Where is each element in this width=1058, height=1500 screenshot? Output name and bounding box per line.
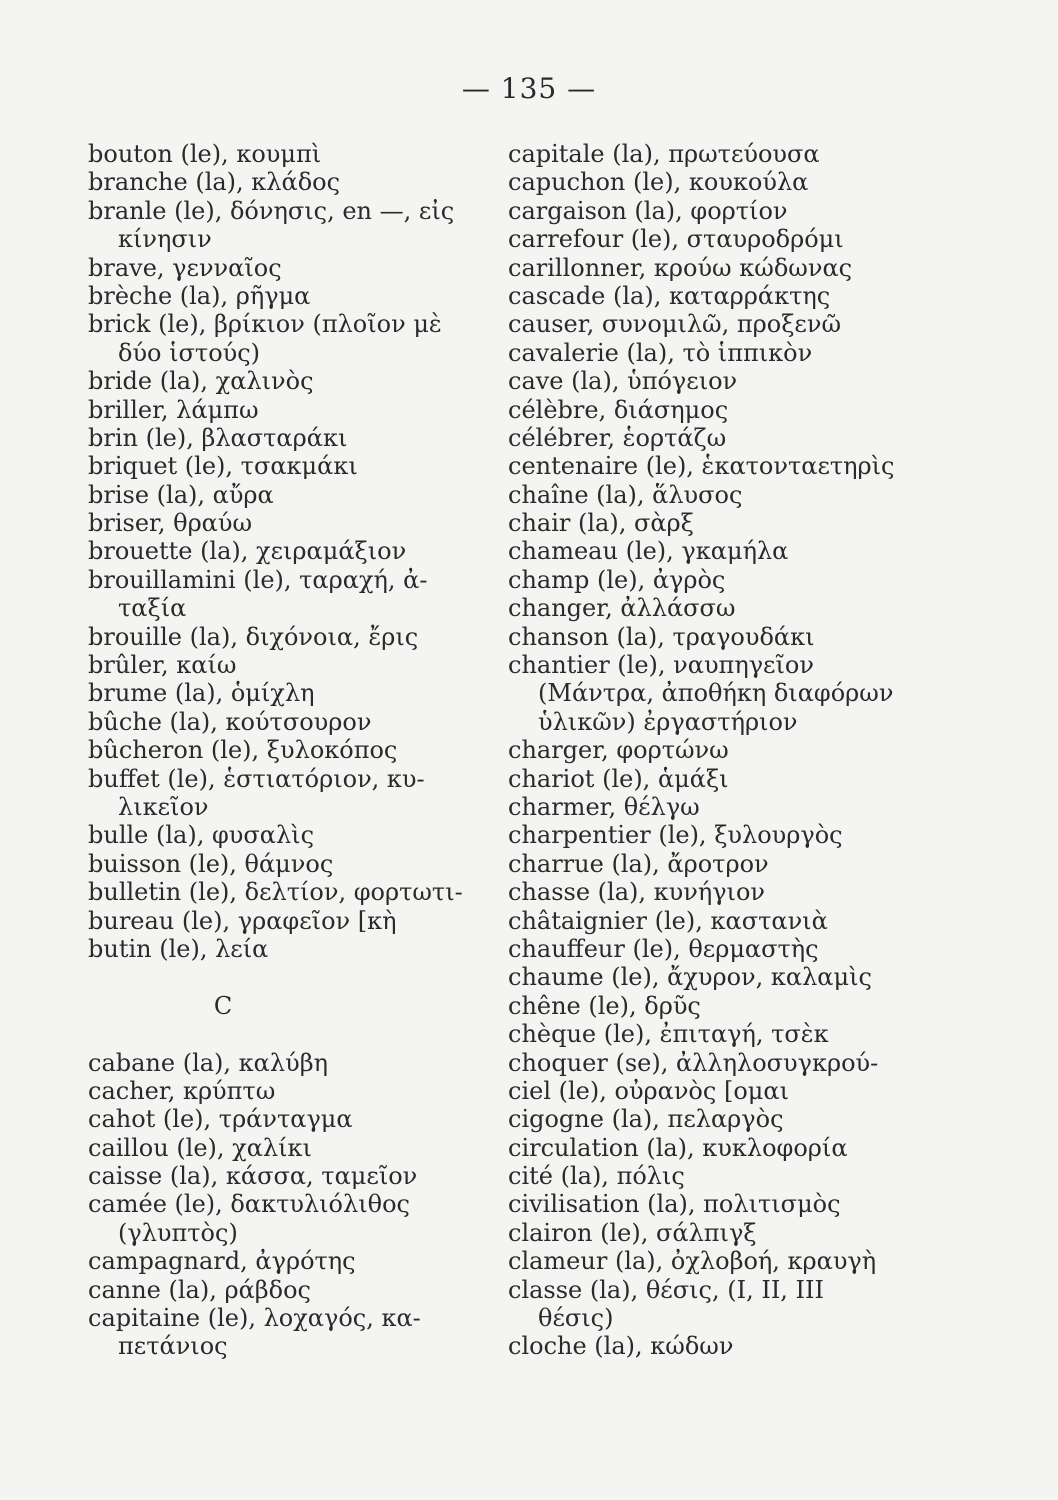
dictionary-entry: campagnard, ἀγρότης (88, 1247, 356, 1276)
dictionary-entry: briser, θραύω (88, 509, 253, 538)
dictionary-entry: changer, ἀλλάσσω (508, 594, 736, 623)
dictionary-entry: buffet (le), ἑστιατόριον, κυ- (88, 764, 425, 793)
dictionary-entry: caisse (la), κάσσα, ταμεῖον (88, 1162, 418, 1191)
dictionary-entry: ὑλικῶν) ἐργαστήριον (538, 707, 798, 736)
dictionary-entry: capitale (la), πρωτεύουσα (508, 140, 820, 168)
dictionary-entry: bride (la), χαλινὸς (88, 367, 314, 396)
dictionary-entry: chaume (le), ἄχυρον, καλαμὶς (508, 963, 872, 992)
dictionary-entry: cacher, κρύπτω (88, 1076, 276, 1105)
dictionary-entry: brave, γενναῖος (88, 253, 282, 282)
dictionary-entry: charpentier (le), ξυλουργὸς (508, 821, 843, 850)
section-letter-heading: C (213, 991, 233, 1020)
dictionary-entry: buisson (le), θάμνος (88, 849, 334, 878)
dictionary-entry: butin (le), λεία (88, 934, 269, 963)
dictionary-entry: bûche (la), κούτσουρον (88, 707, 372, 736)
dictionary-entry: chariot (le), ἁμάξι (508, 764, 729, 793)
dictionary-entry: capuchon (le), κουκούλα (508, 168, 809, 197)
dictionary-entry: caillou (le), χαλίκι (88, 1133, 312, 1162)
dictionary-entry: cahot (le), τράνταγμα (88, 1105, 353, 1134)
dictionary-entry: camée (le), δακτυλιόλιθος (88, 1190, 410, 1219)
dictionary-entry: ταξία (118, 594, 187, 623)
dictionary-entry: choquer (se), ἀλληλοσυγκρού- (508, 1048, 879, 1077)
dictionary-entry: chair (la), σὰρξ (508, 509, 694, 538)
dictionary-entry: charmer, θέλγω (508, 792, 700, 821)
blank-line (88, 1020, 518, 1048)
page-number: — 135 — (461, 72, 597, 105)
dictionary-entry: κίνησιν (118, 225, 212, 254)
dictionary-entry: chanson (la), τραγουδάκι (508, 622, 815, 651)
dictionary-entry: champ (le), ἀγρὸς (508, 565, 726, 594)
dictionary-entry: clameur (la), ὀχλοβοή, κραυγὴ (508, 1247, 877, 1276)
dictionary-entry: chêne (le), δρῦς (508, 991, 701, 1020)
dictionary-entry: carrefour (le), σταυροδρόμι (508, 225, 844, 254)
dictionary-entry: capitaine (le), λοχαγός, κα- (88, 1304, 421, 1333)
dictionary-entry: chantier (le), ναυπηγεῖον (508, 651, 814, 680)
dictionary-entry: chasse (la), κυνήγιον (508, 878, 765, 907)
dictionary-entry: chèque (le), ἐπιταγή, τσὲκ (508, 1020, 829, 1049)
dictionary-entry: (Μάντρα, ἀποθήκη διαφόρων (538, 679, 894, 708)
dictionary-entry: causer, συνομιλῶ, προξενῶ (508, 310, 842, 339)
dictionary-entry: δύο ἱστούς) (118, 338, 261, 367)
dictionary-entry: cloche (la), κώδων (508, 1332, 734, 1361)
dictionary-entry: briller, λάμπω (88, 395, 259, 424)
dictionary-entry: πετάνιος (118, 1332, 228, 1361)
dictionary-entry: charger, φορτώνω (508, 736, 729, 765)
dictionary-entry: célèbre, διάσημος (508, 395, 729, 424)
dictionary-entry: bulle (la), φυσαλὶς (88, 821, 315, 850)
dictionary-entry: carillonner, κρούω κώδωνας (508, 253, 853, 282)
dictionary-entry: cave (la), ὑπόγειον (508, 367, 738, 396)
dictionary-entry: charrue (la), ἄροτρον (508, 849, 769, 878)
dictionary-entry: châtaignier (le), καστανιὰ (508, 906, 828, 935)
dictionary-entry: célébrer, ἑορτάζω (508, 423, 727, 452)
dictionary-entry: brume (la), ὁμίχλη (88, 679, 315, 708)
dictionary-entry: cavalerie (la), τὸ ἱππικὸν (508, 338, 813, 367)
dictionary-entry: chaîne (la), ἅλυσος (508, 480, 743, 509)
dictionary-entry: branche (la), κλάδος (88, 168, 341, 197)
dictionary-entry: cité (la), πόλις (508, 1162, 685, 1191)
blank-line (88, 963, 518, 991)
dictionary-entry: chauffeur (le), θερμαστὴς (508, 934, 819, 963)
dictionary-entry: θέσις) (538, 1304, 614, 1333)
dictionary-entry: chameau (le), γκαμήλα (508, 537, 789, 566)
dictionary-entry: circulation (la), κυκλοφορία (508, 1133, 848, 1162)
dictionary-entry: brick (le), βρίκιον (πλοῖον μὲ (88, 310, 442, 339)
dictionary-entry: centenaire (le), ἑκατονταετηρὶς (508, 452, 895, 481)
dictionary-entry: clairon (le), σάλπιγξ (508, 1218, 757, 1247)
dictionary-entry: λικεῖον (118, 792, 209, 821)
dictionary-entry: cargaison (la), φορτίον (508, 196, 788, 225)
dictionary-entry: canne (la), ράβδος (88, 1275, 311, 1304)
dictionary-entry: civilisation (la), πολιτισμὸς (508, 1190, 841, 1219)
dictionary-entry: briquet (le), τσακμάκι (88, 452, 358, 481)
dictionary-entry: ciel (le), οὐρανὸς [ομαι (508, 1076, 789, 1105)
dictionary-entry: brouille (la), διχόνοια, ἔρις (88, 622, 419, 651)
left-column (88, 140, 518, 1361)
dictionary-entry: cascade (la), καταρράκτης (508, 281, 831, 310)
dictionary-entry: cigogne (la), πελαργὸς (508, 1105, 784, 1134)
dictionary-entry: cabane (la), καλύβη (88, 1048, 328, 1077)
dictionary-entry: branle (le), δόνησις, en —, εἰς (88, 196, 455, 225)
dictionary-entry: brèche (la), ρῆγμα (88, 281, 311, 310)
dictionary-entry: brouette (la), χειραμάξιον (88, 537, 407, 566)
right-column (508, 140, 948, 1361)
dictionary-entry: bureau (le), γραφεῖον [κὴ (88, 906, 397, 935)
dictionary-entry: classe (la), θέσις, (I, II, III (508, 1275, 824, 1304)
dictionary-entry: (γλυπτὸς) (118, 1218, 238, 1247)
dictionary-entry: brûler, καίω (88, 651, 237, 680)
dictionary-entry: brise (la), αὔρα (88, 480, 274, 509)
dictionary-entry: bûcheron (le), ξυλοκόπος (88, 736, 398, 765)
dictionary-entry: brouillamini (le), ταραχή, ἀ- (88, 565, 428, 594)
dictionary-entry: bulletin (le), δελτίον, φορτωτι- (88, 878, 463, 907)
dictionary-entry: brin (le), βλασταράκι (88, 423, 348, 452)
dictionary-entry: bouton (le), κουμπὶ (88, 140, 322, 168)
